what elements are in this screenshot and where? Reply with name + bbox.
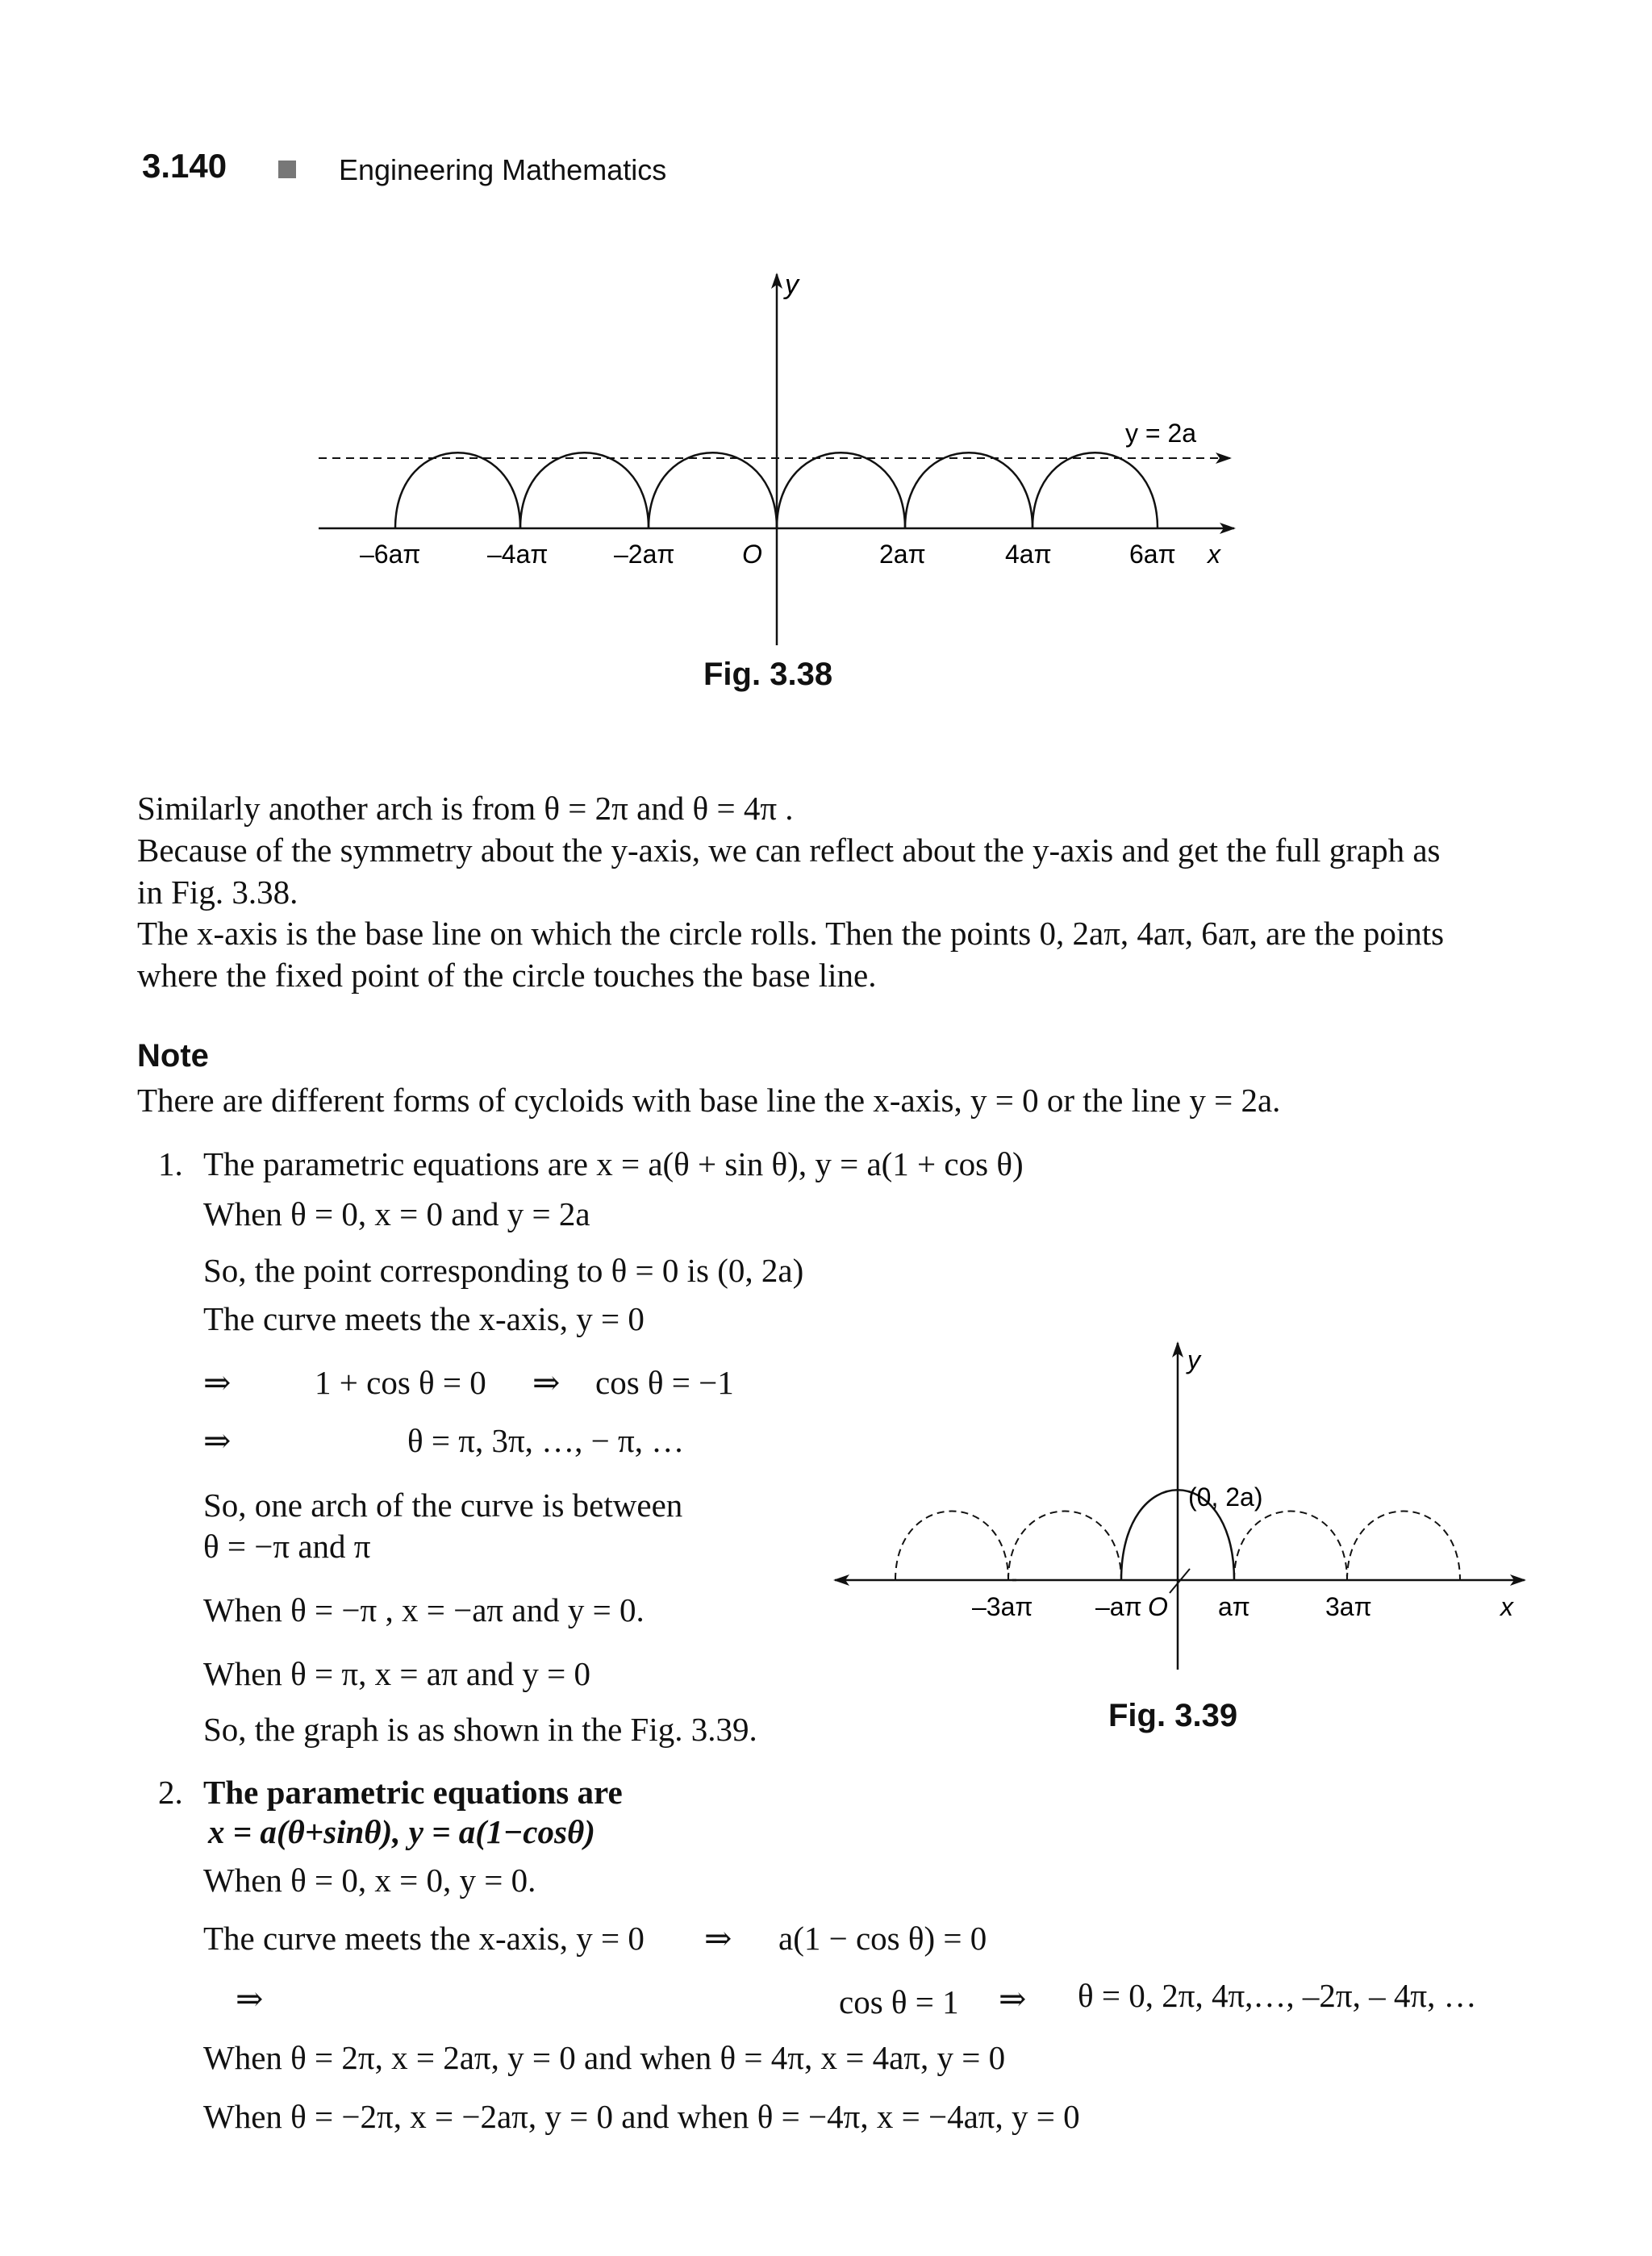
body-line: Similarly another arch is from θ = 2π and θ = 4π . — [137, 790, 794, 827]
implies-arrow: ⇒ — [532, 1364, 561, 1401]
cycloid-arch — [1032, 452, 1158, 528]
x-axis-label: x — [1208, 540, 1220, 569]
page-number: 3.140 — [142, 147, 227, 185]
cycloid-arch — [649, 452, 777, 528]
implies-arrow: ⇒ — [203, 1364, 232, 1401]
item2-line: x = a(θ+sinθ), y = a(1−cosθ) — [208, 1813, 595, 1850]
body-line: where the fixed point of the circle touches the base line. — [137, 957, 877, 994]
item1-equation: cos θ = −1 — [595, 1364, 734, 1401]
item1-line: So, one arch of the curve is between — [203, 1487, 683, 1524]
tick-label: 4aπ — [1005, 540, 1052, 569]
item2-equation: a(1 − cos θ) = 0 — [778, 1920, 987, 1957]
item1-equation: θ = π, 3π, …, − π, … — [407, 1422, 685, 1459]
body-line: in Fig. 3.38. — [137, 874, 298, 911]
point-label: (0, 2a) — [1188, 1482, 1263, 1512]
x-axis-label: x — [1500, 1592, 1513, 1621]
item1-line: When θ = π, x = aπ and y = 0 — [203, 1655, 590, 1692]
dashed-arch — [1234, 1512, 1347, 1581]
item1-line: So, the graph is as shown in the Fig. 3.39. — [203, 1711, 757, 1748]
cycloid-arch — [520, 452, 649, 528]
cycloid-arch — [395, 452, 520, 528]
dashed-arch — [1347, 1512, 1460, 1581]
item2-line: When θ = −2π, x = −2aπ, y = 0 and when θ = −4π, x = −4aπ, y = 0 — [203, 2098, 1080, 2135]
tick-label: –2aπ — [614, 540, 675, 569]
tick-label: –6aπ — [360, 540, 421, 569]
item2-equation: θ = 0, 2π, 4π,…, –2π, – 4π, … — [1078, 1977, 1477, 2014]
figure-3-39 — [807, 1323, 1652, 1742]
figure-caption: Fig. 3.39 — [1108, 1698, 1238, 1733]
implies-arrow: ⇒ — [203, 1422, 232, 1459]
cycloid-arch — [777, 452, 905, 528]
origin-label: O — [742, 540, 762, 569]
line-label: y = 2a — [1125, 419, 1197, 448]
origin-label: O — [1148, 1592, 1168, 1621]
tick-label: 2aπ — [879, 540, 926, 569]
implies-arrow: ⇒ — [704, 1920, 732, 1957]
dashed-arch — [895, 1512, 1008, 1581]
tick-label: –aπ — [1095, 1592, 1142, 1621]
cycloid-arch — [905, 452, 1032, 528]
item1-line: When θ = −π , x = −aπ and y = 0. — [203, 1591, 645, 1628]
figure-caption: Fig. 3.38 — [703, 657, 833, 692]
y-axis-label: y — [1187, 1345, 1200, 1374]
tick-label: 6aπ — [1129, 540, 1176, 569]
note-heading: Note — [137, 1038, 209, 1074]
tick-label: 3aπ — [1325, 1592, 1372, 1621]
tick-label: –3aπ — [972, 1592, 1033, 1621]
list-number: 2. — [158, 1774, 183, 1811]
figure-3-38 — [0, 0, 1652, 710]
note-intro: There are different forms of cycloids with base line the x-axis, y = 0 or the line y = 2a. — [137, 1082, 1281, 1119]
item1-line: θ = −π and π — [203, 1528, 371, 1565]
tick-label: aπ — [1218, 1592, 1250, 1621]
body-line: The x-axis is the base line on which the circle rolls. Then the points 0, 2aπ, 4aπ, 6aπ, are the points — [137, 915, 1445, 952]
body-line: Because of the symmetry about the y-axis, we can reflect about the y-axis and get the full graph as — [137, 832, 1441, 869]
running-title: Engineering Mathematics — [339, 153, 667, 186]
y-axis-label: y — [785, 269, 799, 300]
item1-line: The parametric equations are x = a(θ + sin θ), y = a(1 + cos θ) — [203, 1145, 1024, 1182]
implies-arrow: ⇒ — [236, 1980, 264, 2017]
item1-equation: 1 + cos θ = 0 — [315, 1364, 486, 1401]
list-number: 1. — [158, 1145, 183, 1182]
item2-line: The parametric equations are — [203, 1774, 623, 1811]
item2-line: The curve meets the x-axis, y = 0 — [203, 1920, 645, 1957]
item1-line: So, the point corresponding to θ = 0 is (0, 2a) — [203, 1252, 804, 1289]
item1-line: The curve meets the x-axis, y = 0 — [203, 1300, 645, 1337]
item2-equation: cos θ = 1 — [839, 1983, 959, 2020]
tick-label: –4aπ — [487, 540, 549, 569]
dashed-arch — [1008, 1512, 1121, 1581]
implies-arrow: ⇒ — [999, 1980, 1027, 2017]
item1-line: When θ = 0, x = 0 and y = 2a — [203, 1195, 590, 1232]
item2-line: When θ = 0, x = 0, y = 0. — [203, 1862, 536, 1899]
item2-line: When θ = 2π, x = 2aπ, y = 0 and when θ = 4π, x = 4aπ, y = 0 — [203, 2039, 1006, 2076]
